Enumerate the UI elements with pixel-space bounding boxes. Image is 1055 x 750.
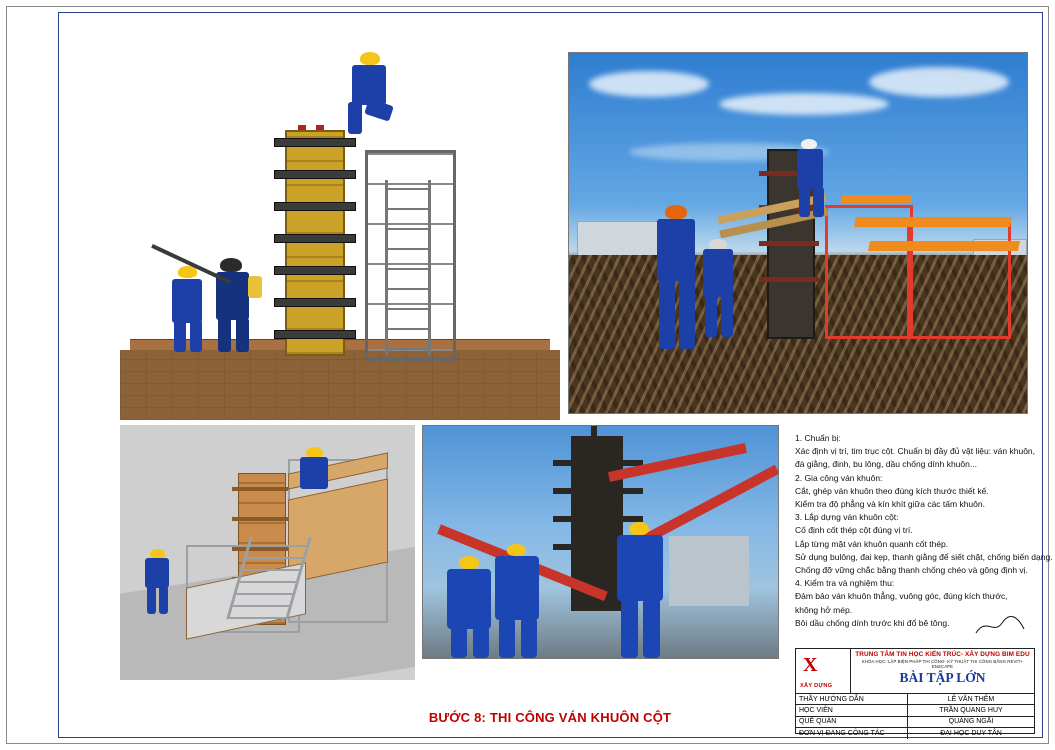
title-block-header [796, 649, 1034, 694]
render-photo-panel [568, 52, 1028, 414]
company-logo [796, 649, 851, 693]
note-line: Kiểm tra độ phẳng và kín khít giữa các tấm khuôn. [795, 499, 985, 510]
photo-column-structure [591, 426, 597, 474]
worker-figure [797, 149, 823, 189]
worker-helmet [507, 544, 526, 556]
worker-figure [657, 219, 695, 281]
worker-leg [721, 295, 733, 337]
worker-leg [218, 318, 231, 352]
formwork-clamp [274, 170, 356, 179]
photo-worker [521, 618, 537, 658]
method-notes [795, 432, 1053, 630]
worker-leg [236, 318, 249, 352]
row-label: THẦY HƯỚNG DẪN [796, 694, 908, 704]
formwork-clamp [274, 202, 356, 211]
site-photo-panel [422, 425, 779, 659]
table-row [796, 728, 1034, 738]
worker-figure [172, 279, 202, 323]
title-block-text [851, 649, 1034, 693]
photo-column-structure [553, 460, 643, 466]
note-line: Đảm bảo ván khuôn thẳng, vuông góc, đúng kích thước, [795, 591, 1008, 602]
table-row [796, 717, 1034, 728]
photo-worker [473, 626, 489, 658]
photo-column-structure [553, 516, 643, 522]
tool-torch [248, 276, 262, 298]
worker-helmet [801, 139, 817, 149]
table-row [796, 694, 1034, 705]
tool-rod [151, 244, 231, 284]
photo-column-structure [553, 488, 643, 494]
render-canopy [854, 217, 1012, 227]
row-label: HỌC VIÊN [796, 705, 908, 715]
worker-helmet [665, 205, 687, 219]
note-line: Lắp từng mặt ván khuôn quanh cốt thép. [795, 538, 949, 549]
render-canopy [840, 195, 912, 204]
formwork-clamp [274, 266, 356, 275]
worker-figure [300, 457, 328, 489]
row-value: QUẢNG NGÃI [948, 718, 994, 726]
logo-subtext: XÂY DỰNG [800, 683, 833, 689]
note-line: Sử dụng bulông, đai kẹp, thanh giằng để siết chặt, chống biến dạng. [795, 551, 1053, 562]
document-title: BÀI TẬP LỚN [899, 670, 986, 685]
photo-worker [447, 569, 491, 629]
row-label: QUÊ QUÁN [796, 717, 908, 727]
ground-hatch [120, 350, 560, 420]
step-title: BƯỚC 8: THI CÔNG VÁN KHUÔN CỘT [428, 710, 672, 725]
photo-worker [499, 618, 515, 658]
row-value: TRẦN QUANG HUY [939, 707, 1003, 715]
row-value: ĐẠI HỌC DUY TÂN [940, 729, 1002, 737]
note-line: 2. Gia công ván khuôn: [795, 472, 883, 483]
note-line: Cố định cốt thép cột đúng vị trí. [795, 525, 913, 536]
formwork-clamp [274, 234, 356, 243]
worker-leg [799, 187, 810, 217]
worker-leg [147, 586, 156, 614]
row-value: LÊ VĂN THÊM [947, 695, 995, 703]
cad-elevation-panel [120, 30, 560, 420]
course-name: KHÓA HỌC: LẬP BIỆN PHÁP THI CÔNG- KỸ THUẬT THI CÔNG BẰNG REVIT+ ENSCAPE [861, 659, 1024, 669]
worker-figure [145, 558, 169, 588]
formwork-clamp [274, 138, 356, 147]
logo-mark: X [803, 654, 818, 676]
render-column-clamp [759, 241, 819, 246]
render-scaffold [907, 221, 1011, 339]
render-column-clamp [759, 277, 819, 282]
center-name: TRUNG TÂM TIN HỌC KIẾN TRÚC- XÂY DỰNG BIM EDU [855, 651, 1030, 658]
iso-column-clamp [232, 487, 290, 491]
photo-worker [643, 598, 660, 658]
photo-worker [621, 598, 638, 658]
photo-worker [617, 535, 663, 601]
signature-icon [972, 615, 1028, 637]
worker-leg [679, 279, 695, 349]
photo-worker [451, 626, 467, 658]
note-line: không hở mép. [795, 604, 853, 615]
note-line: Bôi dầu chống dính trước khi đổ bê tông. [795, 617, 950, 628]
photo-worker [495, 556, 539, 620]
worker-helmet [360, 52, 380, 65]
table-row [796, 705, 1034, 716]
note-line: 4. Kiểm tra và nghiệm thu: [795, 578, 895, 589]
formwork-clamp [274, 298, 356, 307]
column-formwork [285, 130, 345, 356]
worker-leg [190, 320, 202, 352]
worker-leg [813, 187, 824, 217]
note-line: Cắt, ghép ván khuôn theo đúng kích thước thiết kế. [795, 485, 989, 496]
worker-helmet [220, 258, 242, 272]
worker-leg [364, 98, 394, 121]
worker-leg [659, 279, 675, 349]
note-line: Xác định vị trí, tim trục cột. Chuẩn bị đầy đủ vật liệu: ván khuôn, [795, 446, 1036, 457]
worker-leg [705, 295, 717, 337]
isometric-panel [120, 425, 415, 680]
photo-building [669, 536, 749, 606]
note-line: 1. Chuẩn bị: [795, 433, 841, 443]
title-block [795, 648, 1035, 737]
note-line: 3. Lắp dựng ván khuôn cột: [795, 512, 899, 523]
note-line: đà giằng, đinh, bu lông, dầu chống dính khuôn... [795, 459, 977, 470]
formwork-clamp [274, 330, 356, 339]
worker-leg [159, 586, 168, 614]
worker-helmet [629, 522, 649, 535]
scaffold-ladder [385, 180, 431, 355]
worker-leg [174, 320, 186, 352]
render-canopy [868, 241, 1020, 251]
worker-leg [348, 102, 362, 134]
worker-helmet [459, 556, 479, 569]
row-label: ĐƠN VỊ ĐANG CÔNG TÁC [796, 728, 908, 738]
worker-figure [703, 249, 733, 297]
iso-column-clamp [232, 517, 290, 521]
note-line: Chống đỡ vững chắc bằng thanh chống chéo và gông định vị. [795, 565, 1028, 576]
title-block-rows [796, 694, 1034, 739]
